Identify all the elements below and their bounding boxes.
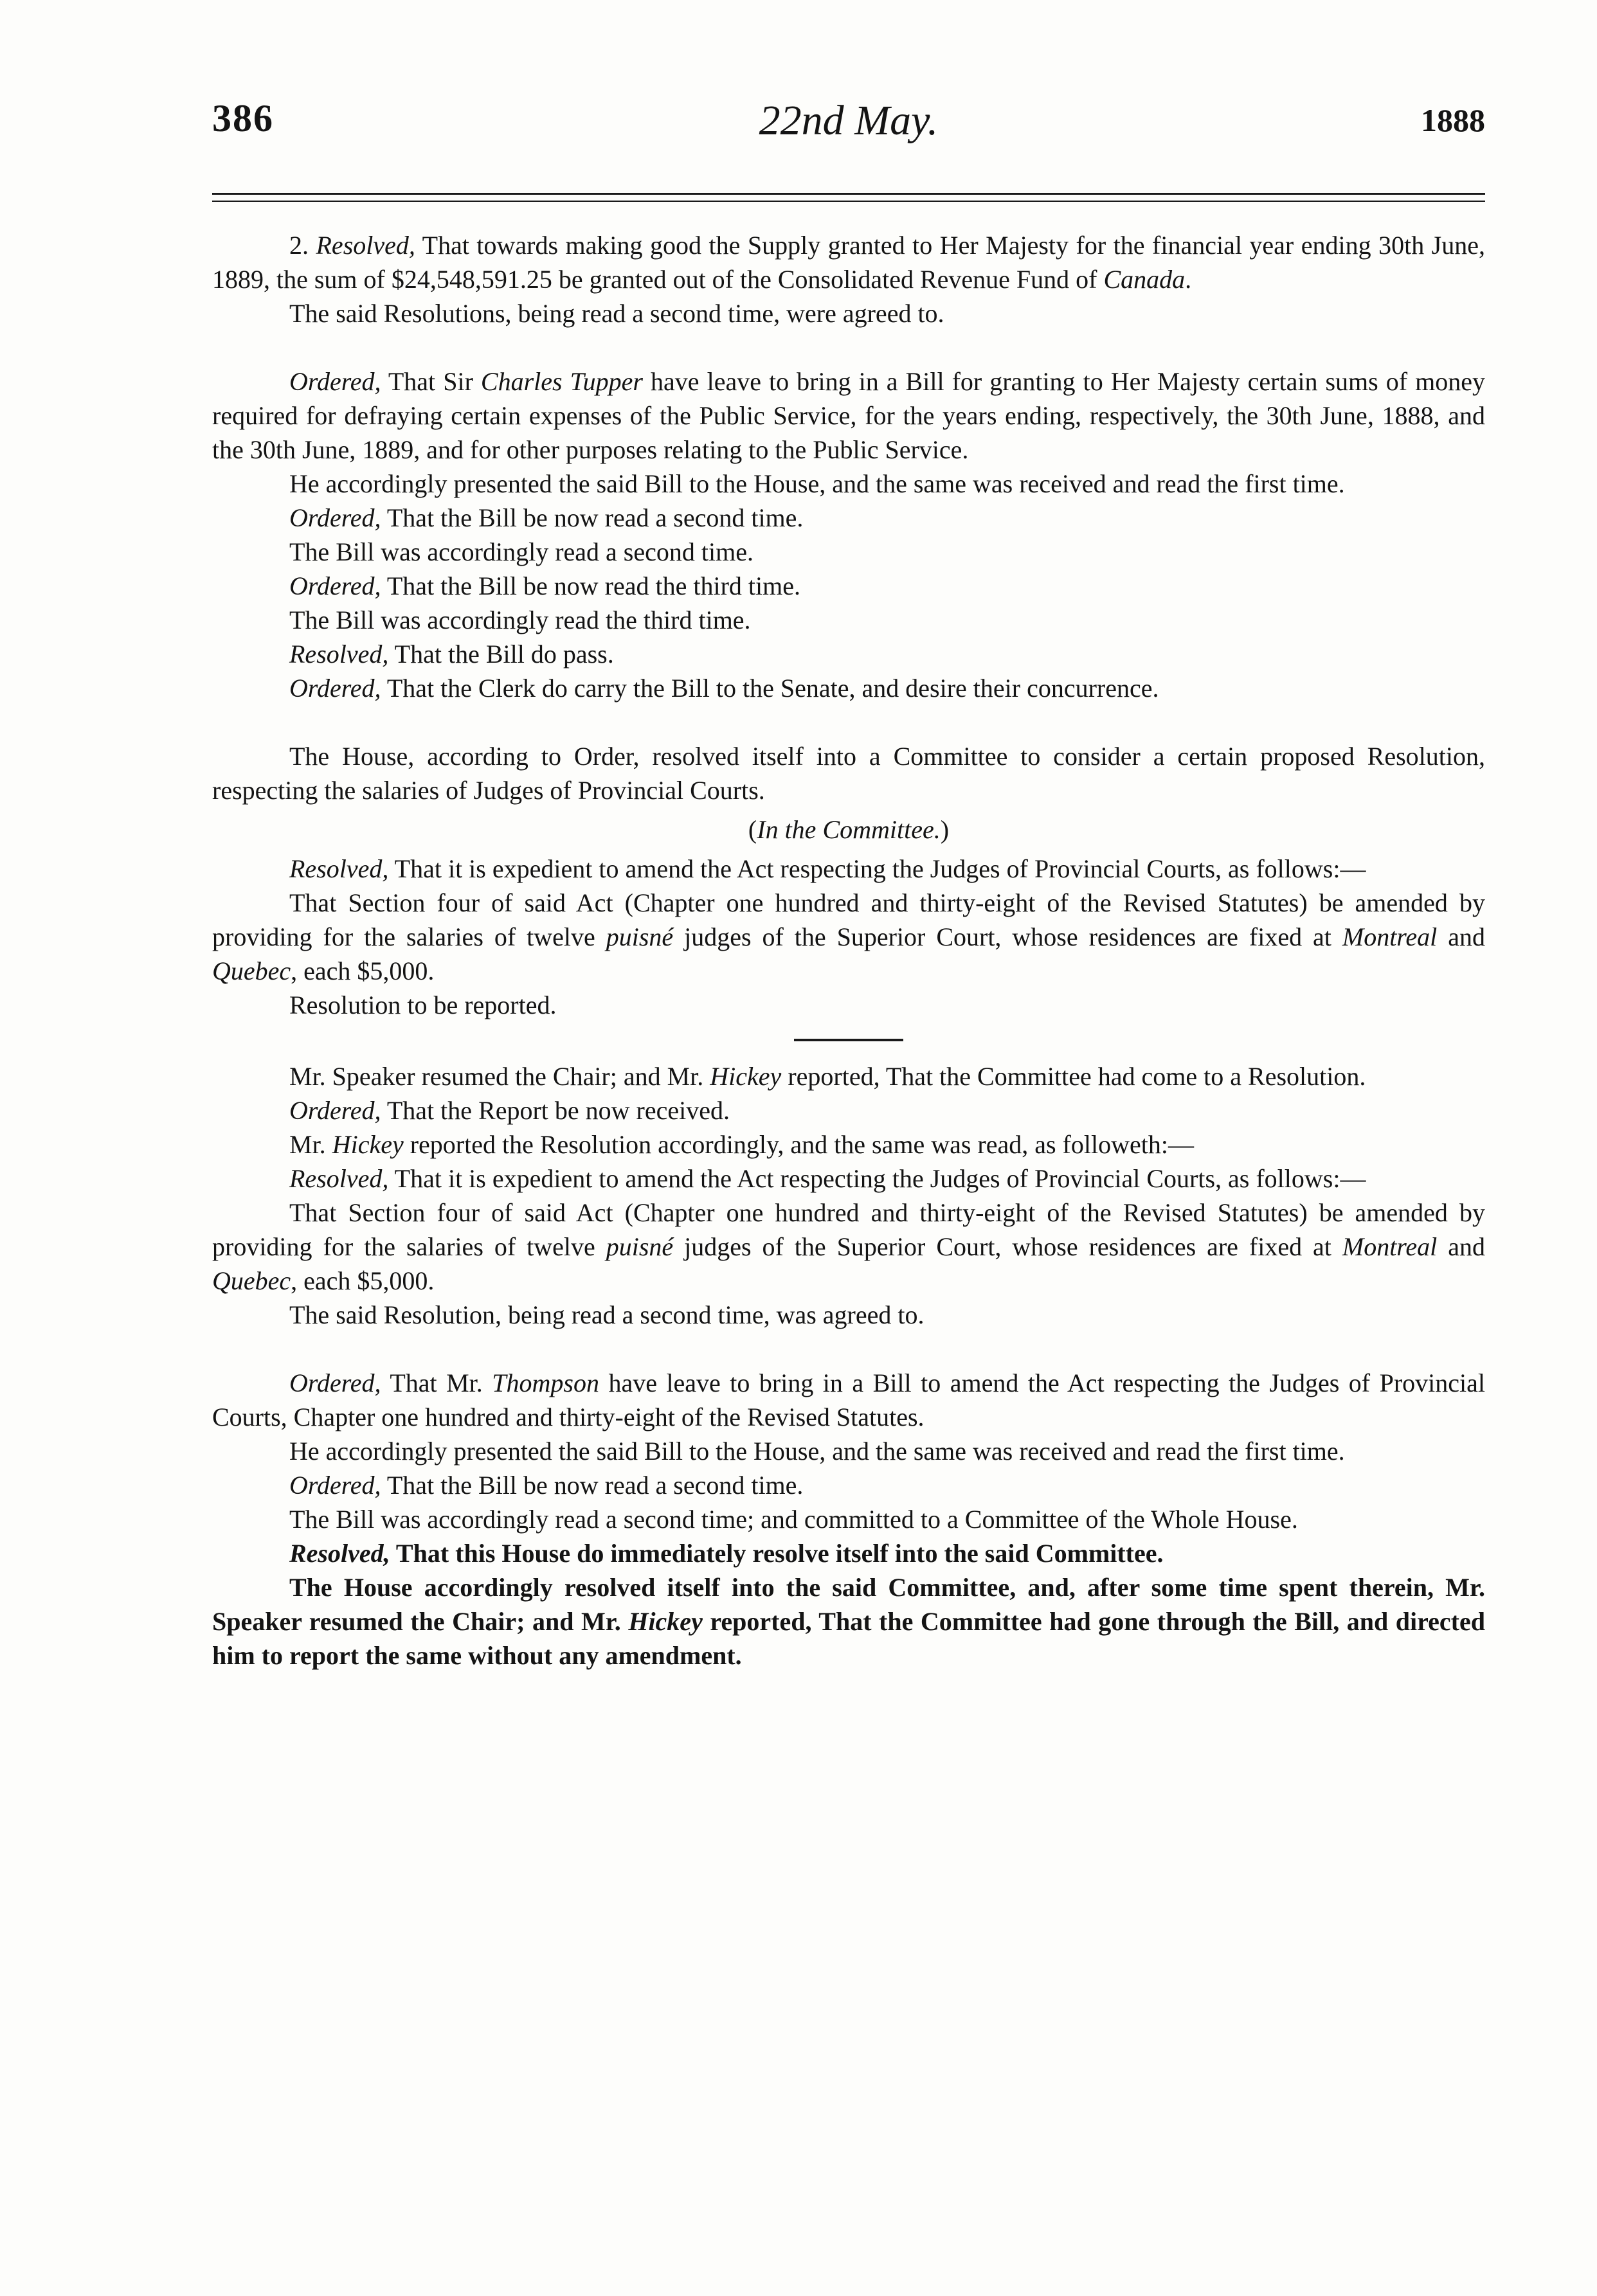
- paragraph-text-text: That it is expedient to amend the Act respecting the Judges of Provincial Courts, as follows:—: [388, 1164, 1366, 1193]
- header-rule-thin: [212, 201, 1485, 202]
- paragraph-tail-text: reported, That the Committee had gone through the Bill, and directed him to report the same without any amendment.: [212, 1607, 1485, 1670]
- paragraph-lead-em-text: Ordered,: [289, 367, 381, 396]
- paragraph-text-text: The House accordingly resolved itself into the said Committee, and, after some time spent therein, Mr. Speaker resumed the Chair; and Mr.: [212, 1573, 1485, 1636]
- paragraph-tail3-text: , each $5,000.: [291, 1266, 435, 1295]
- paragraph-text-text: He accordingly presented the said Bill to the House, and the same was received and read the first time.: [289, 469, 1345, 498]
- paragraph-tail-text: have leave to bring in a Bill for granting to Her Majesty certain sums of money required for defraying certain expenses of the Public Service, for the years ending, respectively, the 30th June, 1888, and the 30th June, 1889, and for other purposes relating to the Public Service.: [212, 367, 1485, 464]
- paragraph-ordered-second-reading-2: [212, 1468, 1485, 1502]
- paragraph-house-resolved-committee: [212, 1570, 1485, 1673]
- header-rule: [212, 193, 1485, 195]
- paragraph-resolution-two: [212, 228, 1485, 296]
- paragraph-text-text: That this House do immediately resolve itself into the said Committee.: [390, 1539, 1164, 1568]
- paragraph-speaker-resumed: [212, 1059, 1485, 1093]
- paragraph-em2-text: Thompson: [492, 1368, 599, 1397]
- paragraph-tail3-text: , each $5,000.: [291, 956, 435, 985]
- paragraph-text-text: The House, according to Order, resolved itself into a Committee to consider a certain proposed Resolution, respecting the salaries of Judges of Provincial Courts.: [212, 742, 1485, 805]
- paragraph-tail-text: .: [1185, 265, 1192, 294]
- paragraph-resolved-resolve-committee: [212, 1536, 1485, 1570]
- paragraph-lead-em-text: Ordered,: [289, 503, 381, 532]
- paragraph-em4-text: Quebec: [212, 956, 291, 985]
- paragraph-em2-text: Charles Tupper: [480, 367, 643, 396]
- paragraph-lead-em-text: Resolved,: [289, 1164, 389, 1193]
- page-header: [212, 96, 1485, 167]
- paragraph-em3-text: Montreal: [1342, 922, 1438, 951]
- paragraph-text-text: That the Bill be now read a second time.: [381, 503, 804, 532]
- paragraph-text-text: That Sir: [381, 367, 481, 396]
- paragraph-text-text: The Bill was accordingly read a second time; and committed to a Committee of the Whole House.: [289, 1505, 1298, 1534]
- paragraph-text-text: That the Bill be now read the third time.: [381, 571, 801, 600]
- paragraph-em4-text: Quebec: [212, 1266, 291, 1295]
- page-date: 22nd May.: [759, 97, 939, 144]
- paragraph-lead-em-text: Ordered,: [289, 1471, 381, 1500]
- paragraph-em2-text: puisné: [606, 922, 674, 951]
- paragraph-lead-em-text: Ordered,: [289, 571, 381, 600]
- paragraph-text-text: The said Resolution, being read a second time, was agreed to.: [289, 1300, 925, 1329]
- paragraph-lead-em-text: Resolved,: [316, 231, 415, 260]
- paragraph-ordered-second-reading: [212, 501, 1485, 535]
- paragraph-lead-em-text: Ordered,: [289, 1096, 381, 1125]
- paragraph-em2-text: Hickey: [332, 1130, 404, 1159]
- paragraph-lead-text: 2.: [289, 231, 316, 260]
- paragraph-em2-text: Hickey: [710, 1062, 782, 1091]
- paragraph-section-four-2: [212, 1196, 1485, 1298]
- paragraph-lead-em-text: Resolved,: [289, 640, 389, 668]
- paragraph-em3-text: Montreal: [1342, 1232, 1438, 1261]
- paragraph-text-text: The said Resolutions, being read a second time, were agreed to.: [289, 299, 944, 328]
- paragraph-text-text: He accordingly presented the said Bill to the House, and the same was received and read the first time.: [289, 1437, 1345, 1466]
- paragraph-text-text: That Mr.: [381, 1368, 492, 1397]
- paragraph-tail2-text: and: [1437, 1232, 1485, 1261]
- paragraph-text-text: That the Bill do pass.: [388, 640, 614, 668]
- paragraph-lead-em-text: Resolved,: [289, 1539, 390, 1568]
- paragraph-tail-text: reported, That the Committee had come to a Resolution.: [781, 1062, 1366, 1091]
- paragraph-resolution-agreed: [212, 1298, 1485, 1332]
- paragraph-text-text: Mr.: [289, 1130, 332, 1159]
- paragraph-resolved-amend-act: [212, 852, 1485, 886]
- paragraph-ordered-third-reading: [212, 569, 1485, 603]
- page-year: 1888: [1421, 102, 1485, 138]
- paragraph-ordered-thompson: [212, 1366, 1485, 1434]
- paragraph-text-text: That it is expedient to amend the Act respecting the Judges of Provincial Courts, as follows:—: [388, 854, 1366, 883]
- paragraph-ordered-report: [212, 1093, 1485, 1127]
- paragraph-tail-text: judges of the Superior Court, whose residences are fixed at: [673, 1232, 1342, 1261]
- paragraph-lead-em-text: Resolved,: [289, 854, 389, 883]
- paragraph-in-committee: [212, 812, 1485, 847]
- paragraph-em2-text: puisné: [606, 1232, 674, 1261]
- paragraph-em2-text: Canada: [1103, 265, 1186, 294]
- paragraph-text-text: The Bill was accordingly read a second time.: [289, 537, 753, 566]
- paragraph-resolved-bill-pass: [212, 637, 1485, 671]
- paragraph-text-text: That the Report be now received.: [381, 1096, 730, 1125]
- paragraph-tail-text: ): [940, 815, 950, 844]
- paragraph-text-text: That towards making good the Supply granted to Her Majesty for the financial year ending 30th June, 1889, the sum of $24,548,591.25 be granted out of the Consolidated Revenue Fund of: [212, 231, 1486, 294]
- paragraph-text-text: That Section four of said Act (Chapter one hundred and thirty-eight of the Revised Statutes) be amended by providing for the salaries of twelve: [212, 1198, 1485, 1261]
- paragraph-lead-em-text: Ordered,: [289, 1368, 381, 1397]
- paragraph-em2-text: In the Committee.: [757, 815, 941, 844]
- paragraph-resolutions-agreed: [212, 296, 1485, 330]
- paragraph-hickey-reported: [212, 1127, 1485, 1161]
- paragraph-text-text: (: [748, 815, 757, 844]
- page-number: 386: [212, 97, 274, 139]
- journal-body: [212, 228, 1485, 1673]
- paragraph-bill-presented: [212, 467, 1485, 501]
- paragraph-em2-text: Hickey: [628, 1607, 703, 1636]
- paragraph-resolved-amend-act-2: [212, 1161, 1485, 1196]
- paragraph-text-text: That the Bill be now read a second time.: [381, 1471, 804, 1500]
- paragraph-text-text: Resolution to be reported.: [289, 991, 557, 1019]
- paragraph-text-text: The Bill was accordingly read the third time.: [289, 605, 751, 634]
- paragraph-resolution-reported: [212, 988, 1485, 1022]
- paragraph-ordered-bill-leave: [212, 364, 1485, 467]
- paragraph-tail2-text: and: [1437, 922, 1485, 951]
- paragraph-bill-committed: [212, 1502, 1485, 1536]
- paragraph-ordered-clerk-senate: [212, 671, 1485, 705]
- paragraph-house-committee: [212, 739, 1485, 807]
- paragraph-bill-read-third: [212, 603, 1485, 637]
- paragraph-text-text: That the Clerk do carry the Bill to the Senate, and desire their concurrence.: [381, 674, 1159, 703]
- paragraph-tail-text: reported the Resolution accordingly, and the same was read, as followeth:—: [403, 1130, 1194, 1159]
- paragraph-bill-presented-2: [212, 1434, 1485, 1468]
- paragraph-section-four: [212, 886, 1485, 988]
- paragraph-tail-text: judges of the Superior Court, whose residences are fixed at: [673, 922, 1342, 951]
- paragraph-tail-text: have leave to bring in a Bill to amend the Act respecting the Judges of Provincial Courts, Chapter one hundred and thirty-eight of the Revised Statutes.: [212, 1368, 1485, 1431]
- paragraph-lead-em-text: Ordered,: [289, 674, 381, 703]
- paragraph-text-text: That Section four of said Act (Chapter one hundred and thirty-eight of the Revised Statutes) be amended by providing for the salaries of twelve: [212, 888, 1485, 951]
- paragraph-bill-read-second: [212, 535, 1485, 569]
- paragraph-text-text: Mr. Speaker resumed the Chair; and Mr.: [289, 1062, 710, 1091]
- section-divider: [794, 1039, 903, 1041]
